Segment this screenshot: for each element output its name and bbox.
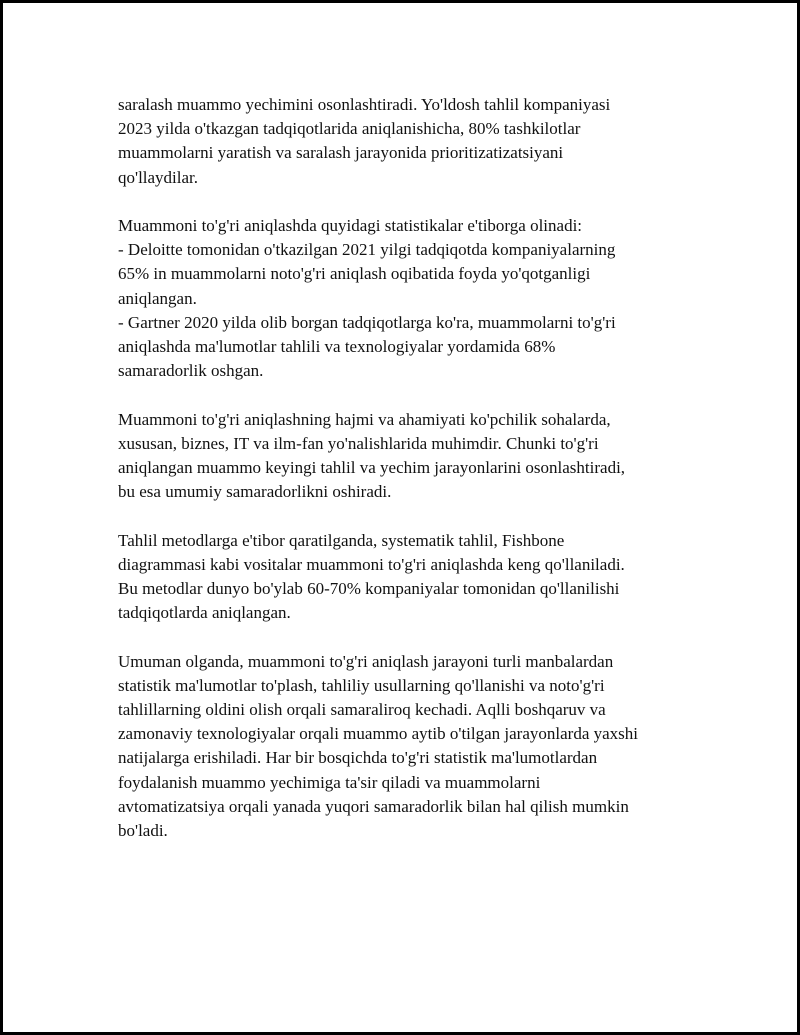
paragraph xyxy=(118,650,638,844)
text-line: Muammoni to'g'ri aniqlashda quyidagi statistikalar e'tiborga olinadi: xyxy=(118,216,583,235)
text-line: qo'llaydilar. xyxy=(118,167,199,187)
text-line: zamonaviy texnologiyalar orqali muammo aytib o'tilgan jarayonlarda yaxshi xyxy=(118,724,638,744)
paragraph xyxy=(118,408,638,505)
text-line: - Deloitte tomonidan o'tkazilgan 2021 yilgi tadqiqotda kompaniyalarning xyxy=(118,240,616,260)
text-line: Bu metodlar dunyo bo'ylab 60-70% kompaniyalar tomonidan qo'llanilishi xyxy=(118,579,620,599)
text-line: Umuman olganda, muammoni to'g'ri aniqlash jarayoni turli manbalardan xyxy=(118,651,614,671)
paragraph xyxy=(118,529,638,626)
text-line: bu esa umumiy samaradorlikni oshiradi. xyxy=(118,482,392,502)
text-line: muammolarni yaratish va saralash jarayonida prioritizatizatsiyani xyxy=(118,143,564,163)
text-line: tadqiqotlarda aniqlangan. xyxy=(118,603,291,623)
text-line: Tahlil metodlarga e'tibor qaratilganda, systematik tahlil, Fishbone xyxy=(118,530,565,550)
text-line: aniqlangan. xyxy=(118,288,197,308)
text-line: 2023 yilda o'tkazgan tadqiqotlarida aniqlanishicha, 80% tashkilotlar xyxy=(118,119,581,139)
paragraph xyxy=(118,93,638,190)
text-line: saralash muammo yechimini osonlashtiradi. Yo'ldosh tahlil kompaniyasi xyxy=(118,95,611,114)
paragraph xyxy=(118,214,638,383)
text-line: diagrammasi kabi vositalar muammoni to'g'ri aniqlashda keng qo'llaniladi. xyxy=(118,554,625,574)
text-line: natijalarga erishiladi. Har bir bosqichda to'g'ri statistik ma'lumotlardan xyxy=(118,748,598,768)
text-line: xususan, biznes, IT va ilm-fan yo'nalishlarida muhimdir. Chunki to'g'ri xyxy=(118,433,599,453)
document-body xyxy=(118,93,638,843)
text-line: aniqlangan muammo keyingi tahlil va yechim jarayonlarini osonlashtiradi, xyxy=(118,458,626,478)
text-line: samaradorlik oshgan. xyxy=(118,361,264,381)
text-line: tahlillarning oldini olish orqali samaraliroq kechadi. Aqlli boshqaruv va xyxy=(118,700,606,720)
text-line: statistik ma'lumotlar to'plash, tahliliy usullarning qo'llanishi va noto'g'ri xyxy=(118,675,605,695)
text-line: - Gartner 2020 yilda olib borgan tadqiqotlarga ko'ra, muammolarni to'g'ri xyxy=(118,312,616,332)
text-line: aniqlashda ma'lumotlar tahlili va texnologiyalar yordamida 68% xyxy=(118,337,556,357)
text-line: avtomatizatsiya orqali yanada yuqori samaradorlik bilan hal qilish mumkin xyxy=(118,796,629,816)
text-line: foydalanish muammo yechimiga ta'sir qiladi va muammolarni xyxy=(118,772,541,792)
text-line: Muammoni to'g'ri aniqlashning hajmi va ahamiyati ko'pchilik sohalarda, xyxy=(118,409,611,429)
text-line: bo'ladi. xyxy=(118,821,168,841)
text-line: 65% in muammolarni noto'g'ri aniqlash oqibatida foyda yo'qotganligi xyxy=(118,264,591,284)
